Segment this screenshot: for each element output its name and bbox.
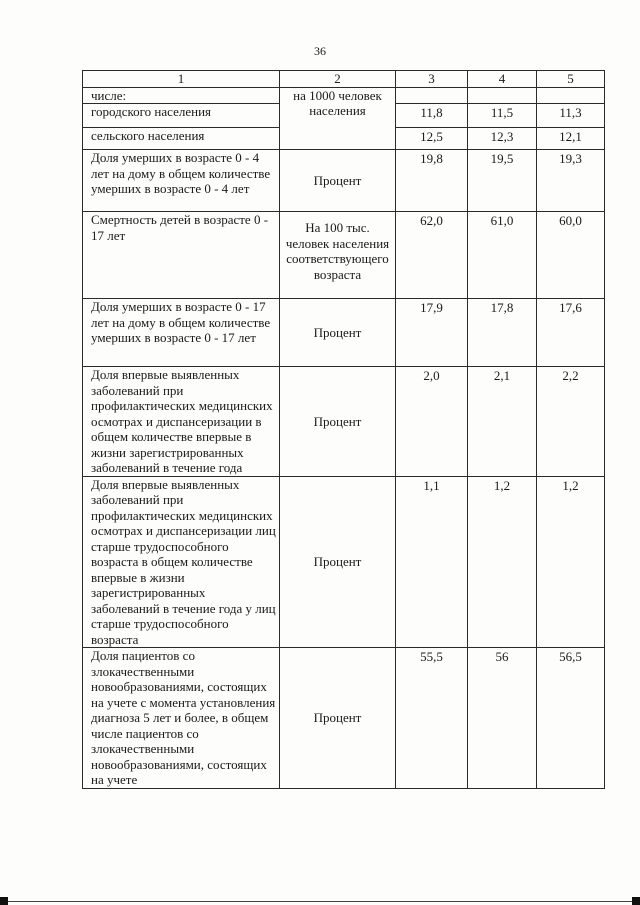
value-cell: 11,3 [537,104,605,128]
table-row [83,299,605,367]
value-cell: 2,2 [537,367,605,477]
value-cell: 19,8 [396,150,468,212]
table-row [83,476,605,648]
unit-cell: На 100 тыс. человек населения соответствующего возраста [280,212,396,299]
unit-cell: Процент [280,476,396,648]
value-cell: 56 [468,648,537,789]
value-cell: 12,5 [396,128,468,150]
indicator-name: Доля умерших в возрасте 0 - 4 лет на дому в общем количестве умерших в возрасте 0 - 4 лет [83,150,280,212]
value-cell: 19,5 [468,150,537,212]
value-cell: 12,1 [537,128,605,150]
indicator-name: Доля впервые выявленных заболеваний при профилактических медицинских осмотрах и диспансеризации в общем количестве впервые в жизни зарегистрированных заболеваний в течение года [83,367,280,477]
page-number: 36 [314,44,326,58]
value-cell: 11,5 [468,104,537,128]
value-cell: 62,0 [396,212,468,299]
value-cell: 1,2 [537,476,605,648]
value-cell: 1,2 [468,476,537,648]
unit-cell: Процент [280,299,396,367]
unit-cell: Процент [280,150,396,212]
table-row [83,648,605,789]
indicator-name: Доля пациентов со злокачественными новообразованиями, состоящих на учете с момента установления диагноза 5 лет и более, в общем числе пациентов со злокачественными новообразованиями, состоящих на учете [83,648,280,789]
table-row [83,367,605,477]
value-cell: 19,3 [537,150,605,212]
value-cell: 60,0 [537,212,605,299]
value-cell: 2,1 [468,367,537,477]
indicator-name: Доля умерших в возрасте 0 - 17 лет на дому в общем количестве умерших в возрасте 0 - 17 лет [83,299,280,367]
value-cell: 1,1 [396,476,468,648]
value-cell: 11,8 [396,104,468,128]
value-cell [396,87,468,104]
value-cell [537,87,605,104]
value-cell: 17,8 [468,299,537,367]
unit-cell: Процент [280,648,396,789]
indicator-name: сельского населения [83,128,280,150]
header-col-4: 4 [468,71,537,88]
data-table [82,70,605,789]
value-cell: 61,0 [468,212,537,299]
header-col-5: 5 [537,71,605,88]
value-cell: 56,5 [537,648,605,789]
indicator-name: числе: [83,87,280,104]
table-row [83,150,605,212]
indicator-name: городского населения [83,104,280,128]
value-cell: 55,5 [396,648,468,789]
scan-edge-line [0,901,640,902]
scan-corner-mark [0,897,8,905]
value-cell: 17,6 [537,299,605,367]
table-row [83,212,605,299]
unit-cell: на 1000 человек населения [280,87,396,150]
value-cell: 2,0 [396,367,468,477]
table-header-row [83,71,605,88]
header-col-1: 1 [83,71,280,88]
scan-corner-mark [632,897,640,905]
value-cell [468,87,537,104]
header-col-2: 2 [280,71,396,88]
indicator-name: Смертность детей в возрасте 0 - 17 лет [83,212,280,299]
value-cell: 12,3 [468,128,537,150]
value-cell: 17,9 [396,299,468,367]
header-col-3: 3 [396,71,468,88]
unit-cell: Процент [280,367,396,477]
table-row [83,87,605,104]
indicator-name: Доля впервые выявленных заболеваний при профилактических медицинских осмотрах и диспансеризации лиц старше трудоспособного возраста в общем количестве впервые в жизни зарегистрированных заболеваний в течение года у лиц старше трудоспособного возраста [83,476,280,648]
